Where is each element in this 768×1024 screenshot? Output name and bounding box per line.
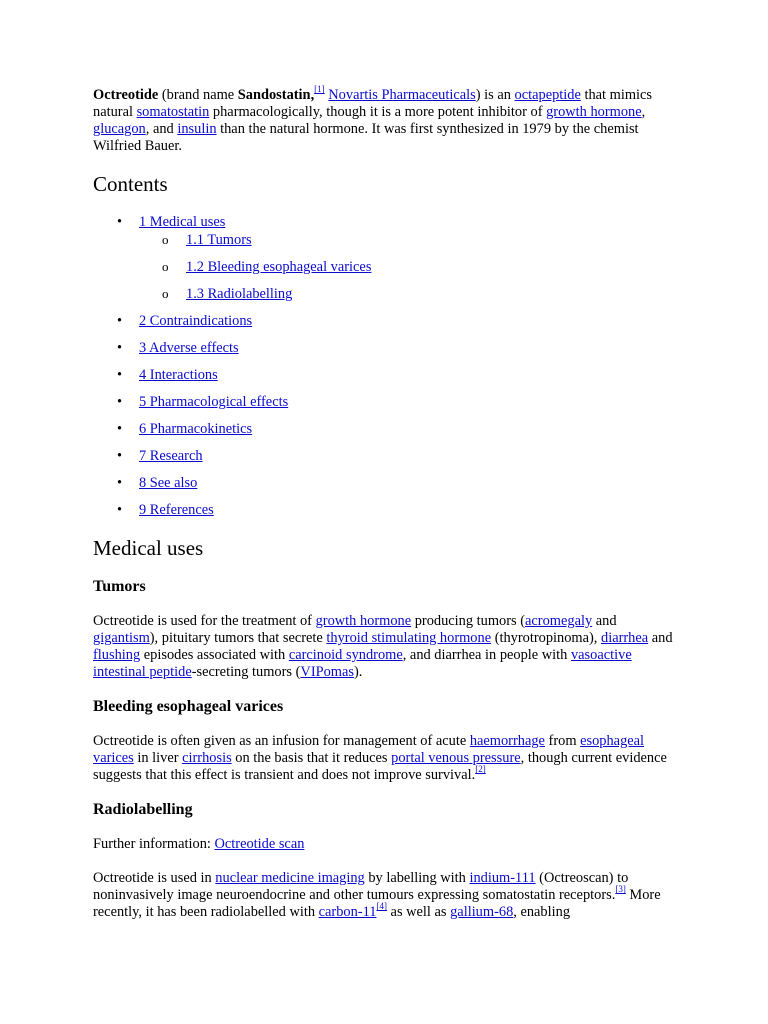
toc-item	[93, 259, 683, 286]
further-information	[93, 836, 683, 853]
link-novartis[interactable]: Novartis Pharmaceuticals	[328, 87, 476, 103]
reference-link-4[interactable]: [4]	[376, 901, 387, 912]
text: producing tumors (	[411, 613, 526, 629]
toc-link-pharmacokinetics[interactable]: 6 Pharmacokinetics	[139, 421, 253, 437]
link-glucagon[interactable]: glucagon	[93, 121, 146, 137]
tumors-heading: Tumors	[93, 578, 146, 595]
text: episodes associated with	[140, 647, 289, 663]
text: , though current evidence suggests that this effect is transient and does not improve survival.	[93, 750, 667, 783]
reference-link-2[interactable]: [2]	[475, 764, 486, 775]
toc-link-see-also[interactable]: 8 See also	[139, 475, 198, 491]
link-esophageal-varices[interactable]: esophageal varices	[93, 733, 645, 766]
reference-link-1[interactable]: [1]	[314, 84, 325, 95]
toc-item	[93, 502, 683, 529]
toc-item	[93, 475, 683, 502]
text: pharmacologically, though it is a more potent inhibitor of	[209, 104, 547, 120]
tumors-paragraph	[93, 613, 683, 681]
link-vasoactive-intestinal-peptide[interactable]: vasoactive intestinal peptide	[93, 647, 632, 680]
text: by labelling with	[364, 870, 470, 886]
text: , and diarrhea in people with	[402, 647, 571, 663]
toc-item	[93, 394, 683, 421]
radiolabelling-paragraph	[93, 870, 683, 921]
intro-paragraph	[93, 84, 683, 155]
link-insulin[interactable]: insulin	[177, 121, 217, 137]
bleeding-heading: Bleeding esophageal varices	[93, 698, 284, 715]
text: (thyrotropinoma),	[491, 630, 601, 646]
text: ,	[641, 104, 646, 120]
contents-heading: Contents	[93, 172, 168, 196]
toc-link-interactions[interactable]: 4 Interactions	[139, 367, 218, 383]
table-of-contents	[93, 214, 683, 529]
drug-name: Octreotide	[93, 87, 159, 103]
link-portal-venous-pressure[interactable]: portal venous pressure	[391, 750, 521, 766]
toc-item	[93, 313, 683, 340]
toc-link-radiolabelling[interactable]: 1.3 Radiolabelling	[186, 286, 293, 302]
link-diarrhea[interactable]: diarrhea	[601, 630, 649, 646]
toc-item	[93, 214, 683, 232]
text: ), pituitary tumors that secrete	[149, 630, 327, 646]
text: ) is an	[475, 87, 515, 103]
link-growth-hormone[interactable]: growth hormone	[315, 613, 412, 629]
text: ).	[354, 664, 363, 680]
text: Octreotide is used in	[93, 870, 216, 886]
bleeding-paragraph	[93, 733, 683, 784]
toc-link-contraindications[interactable]: 2 Contraindications	[139, 313, 253, 329]
link-octreotide-scan[interactable]: Octreotide scan	[214, 836, 305, 852]
further-information-label: Further information:	[93, 836, 215, 852]
brand-name: Sandostatin,	[237, 87, 315, 103]
text: in liver	[133, 750, 183, 766]
toc-link-bleeding[interactable]: 1.2 Bleeding esophageal varices	[186, 259, 372, 275]
link-nuclear-medicine-imaging[interactable]: nuclear medicine imaging	[215, 870, 365, 886]
text: More recently, it has been radiolabelled with	[93, 887, 661, 920]
text: -secreting tumors (	[191, 664, 301, 680]
text: and	[592, 613, 617, 629]
link-growth-hormone[interactable]: growth hormone	[546, 104, 642, 120]
toc-item	[93, 421, 683, 448]
toc-item	[93, 232, 683, 259]
link-haemorrhage[interactable]: haemorrhage	[469, 733, 545, 749]
text: , and	[145, 121, 178, 137]
toc-link-pharmacological-effects[interactable]: 5 Pharmacological effects	[139, 394, 289, 410]
link-gallium-68[interactable]: gallium-68	[450, 904, 514, 920]
link-gigantism[interactable]: gigantism	[93, 630, 150, 646]
link-octapeptide[interactable]: octapeptide	[514, 87, 581, 103]
toc-item	[93, 340, 683, 367]
text: that mimics natural	[93, 87, 653, 120]
text: as well as	[386, 904, 451, 920]
toc-link-adverse-effects[interactable]: 3 Adverse effects	[139, 340, 239, 356]
reference-link-3[interactable]: [3]	[615, 884, 626, 895]
text: than the natural hormone. It was first synthesized in 1979 by the chemist Wilfried Bauer.	[93, 121, 639, 154]
link-vipomas[interactable]: VIPomas	[300, 664, 354, 680]
link-thyroid-stimulating-hormone[interactable]: thyroid stimulating hormone	[326, 630, 492, 646]
toc-link-research[interactable]: 7 Research	[139, 448, 203, 464]
toc-item	[93, 286, 683, 313]
text: (Octreoscan) to noninvasively image neuroendocrine and other tumours expressing somatostatin receptors.	[93, 870, 629, 903]
toc-link-references[interactable]: 9 References	[139, 502, 214, 518]
link-flushing[interactable]: flushing	[93, 647, 141, 663]
link-cirrhosis[interactable]: cirrhosis	[182, 750, 232, 766]
text: from	[544, 733, 581, 749]
toc-link-tumors[interactable]: 1.1 Tumors	[186, 232, 252, 248]
link-indium-111[interactable]: indium-111	[469, 870, 536, 886]
toc-link-medical-uses[interactable]: 1 Medical uses	[139, 214, 226, 230]
text: Octreotide is often given as an infusion for management of acute	[93, 733, 470, 749]
text: (brand name	[158, 87, 238, 103]
text: Octreotide is used for the treatment of	[93, 613, 316, 629]
toc-item	[93, 367, 683, 394]
link-carbon-11[interactable]: carbon-11	[318, 904, 377, 920]
medical-uses-heading: Medical uses	[93, 536, 204, 560]
text: on the basis that it reduces	[231, 750, 392, 766]
link-acromegaly[interactable]: acromegaly	[525, 613, 593, 629]
text: , enabling	[513, 904, 571, 920]
link-somatostatin[interactable]: somatostatin	[136, 104, 210, 120]
toc-item	[93, 448, 683, 475]
link-carcinoid-syndrome[interactable]: carcinoid syndrome	[288, 647, 403, 663]
text: and	[648, 630, 673, 646]
radiolabelling-heading: Radiolabelling	[93, 801, 193, 818]
